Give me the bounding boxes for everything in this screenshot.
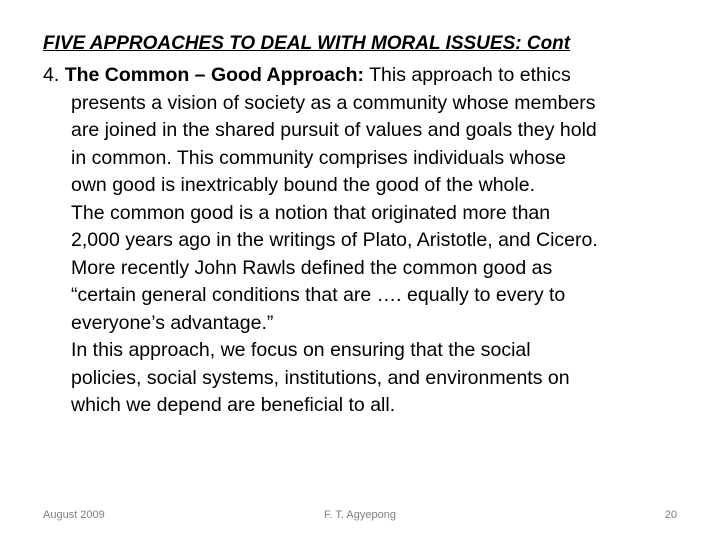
body-line: This approach to ethics: [364, 64, 571, 86]
body-line: 2,000 years ago in the writings of Plato, Aristotle, and Cicero.: [71, 229, 598, 251]
footer-date: August 2009: [43, 509, 105, 521]
heading-bold: The Common – Good Approach:: [64, 64, 365, 86]
body-line: everyone’s advantage.”: [71, 311, 274, 334]
footer-author: F. T. Agyepong: [324, 509, 396, 521]
body-line: In this approach, we focus on ensuring that the social: [71, 339, 531, 361]
body-line: “certain general conditions that are …. equally to every to: [71, 284, 566, 306]
body-line: are joined in the shared pursuit of values and goals they hold: [71, 119, 597, 141]
slide-body: [43, 62, 693, 420]
body-line: presents a vision of society as a community whose members: [71, 91, 596, 114]
slide-title: FIVE APPROACHES TO DEAL WITH MORAL ISSUES: Cont: [43, 33, 571, 54]
body-line: own good is inextricably bound the good of the whole.: [71, 174, 535, 196]
body-line: The common good is a notion that originated more than: [71, 201, 551, 224]
heading-line: [43, 62, 693, 90]
body-line: policies, social systems, institutions, and environments on: [71, 366, 570, 389]
body-line: in common. This community comprises individuals whose: [71, 146, 566, 169]
footer-page-number: 20: [664, 509, 677, 521]
heading-number: 4.: [43, 64, 65, 86]
body-line: which we depend are beneficial to all.: [71, 394, 396, 416]
body-line: More recently John Rawls defined the common good as: [71, 256, 553, 279]
